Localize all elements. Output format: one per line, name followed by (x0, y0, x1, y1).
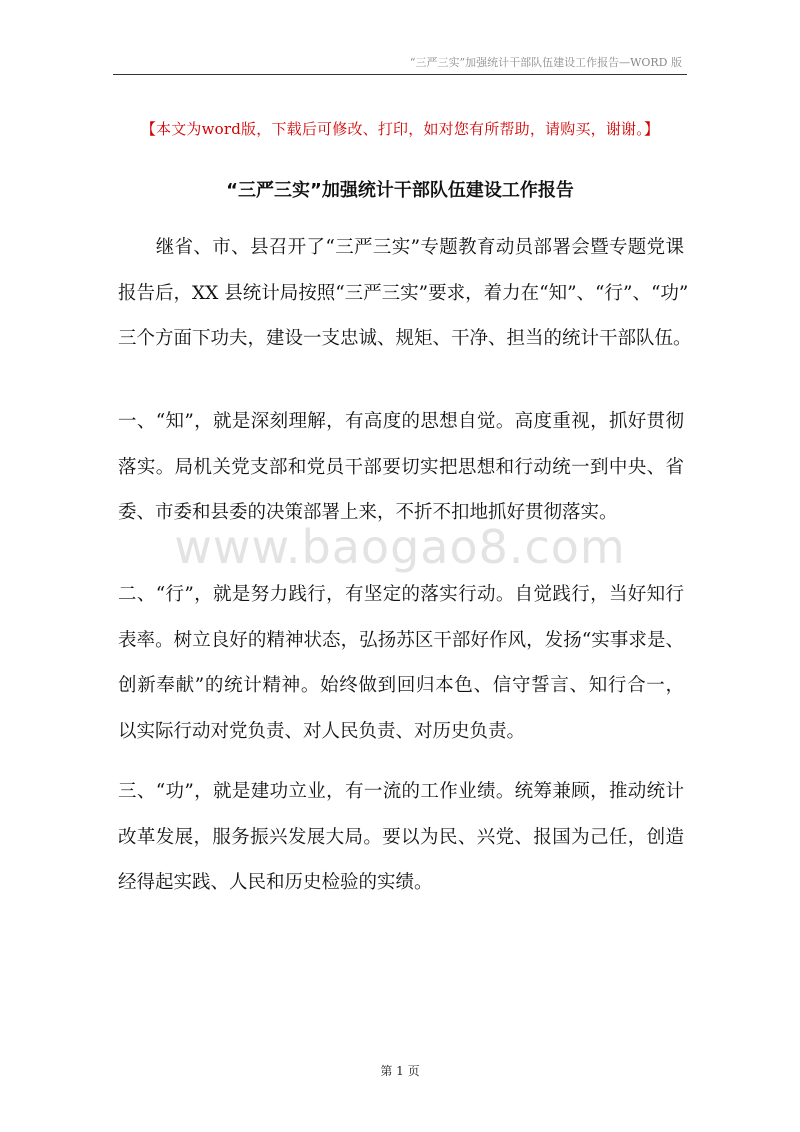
paragraph-line: 一、“知”，就是深刻理解，有高度的思想自觉。高度重视，抓好贯彻 (118, 411, 684, 432)
paragraph-line: 三、“功”，就是建功立业，有一流的工作业绩。统筹兼顾，推动统计 (118, 781, 684, 802)
paragraph-intro (118, 225, 692, 362)
paragraph-line: 三个方面下功夫，建设一支忠诚、规矩、干净、担当的统计干部队伍。 (118, 328, 692, 349)
paragraph-line: 表率。树立良好的精神状态，弘扬苏区干部好作风，发扬“实事求是、 (118, 629, 684, 651)
page-number: 第 1 页 (380, 1064, 420, 1078)
paragraph-line: 改革发展，服务振兴发展大局。要以为民、兴党、报国为己任，创造 (118, 826, 684, 848)
paragraph-line: 落实。局机关党支部和党员干部要切实把思想和行动统一到中央、省 (118, 456, 684, 478)
paragraph-line: 委、市委和县委的决策部署上来，不折不扣地抓好贯彻落实。 (118, 502, 618, 523)
header-divider (113, 74, 687, 75)
running-header: “三严三实”加强统计干部队伍建设工作报告—WORD 版 (409, 56, 682, 69)
paragraph-line: 继省、市、县召开了“三严三实”专题教育动员部署会暨专题党课 (118, 237, 684, 258)
paragraph-line: 二、“行”，就是努力践行，有坚定的落实行动。自觉践行，当好知行 (118, 584, 684, 605)
paragraph-line: 创新奉献”的统计精神。始终做到回归本色、信守誓言、知行合一， (118, 675, 684, 696)
paragraph-xing (118, 572, 684, 754)
paragraph-zhi (118, 399, 684, 536)
download-notice: 【本文为word版，下载后可修改、打印，如对您有所帮助，请购买，谢谢。】 (140, 120, 660, 138)
paragraph-gong (118, 769, 684, 906)
document-title: “三严三实”加强统计干部队伍建设工作报告 (226, 180, 574, 201)
paragraph-line: 经得起实践、人民和历史检验的实绩。 (118, 872, 433, 893)
paragraph-line: 报告后，XX 县统计局按照“三严三实”要求，着力在“知”、“行”、“功” (118, 282, 689, 304)
paragraph-line: 以实际行动对党负责、对人民负责、对历史负责。 (118, 720, 526, 742)
watermark: www.baogao8.com (174, 520, 626, 574)
